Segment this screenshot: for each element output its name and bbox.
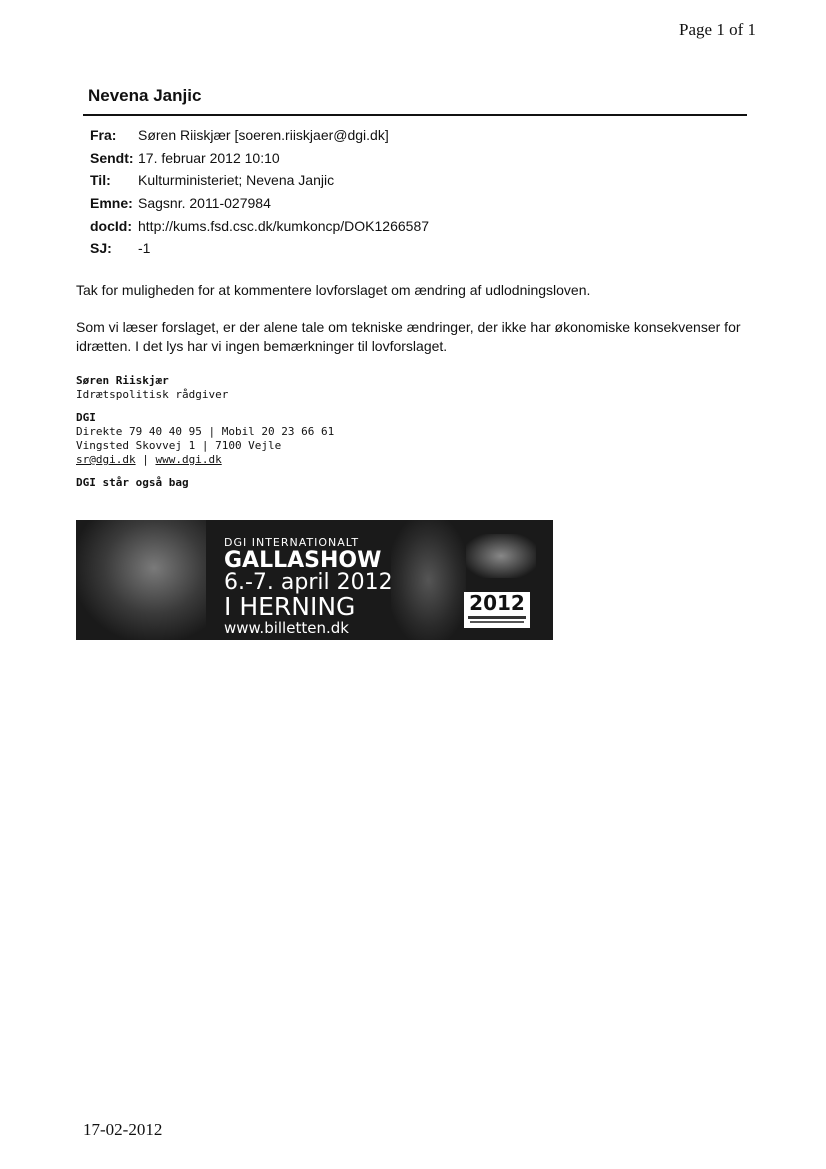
header-value-subject: Sagsnr. 2011-027984: [138, 195, 271, 212]
header-value-sj: -1: [138, 240, 151, 257]
performer-photo: [76, 520, 206, 640]
header-value-from: Søren Riiskjær [soeren.riiskjaer@dgi.dk]: [138, 127, 389, 144]
header-value-docid: http://kums.fsd.csc.dk/kumkoncp/DOK1266587: [138, 217, 430, 234]
signature-address: Vingsted Skovvej 1 | 7100 Vejle: [76, 439, 282, 452]
header-row-docid: [90, 214, 429, 237]
body-paragraph-1: Tak for muligheden for at kommentere lovforslaget om ændring af udlodningsloven.: [76, 282, 591, 298]
header-row-sj: [90, 237, 429, 260]
signature-name: Søren Riiskjær: [76, 374, 169, 387]
acrobat-photo: [466, 534, 536, 578]
header-row-sent: [90, 147, 429, 170]
header-label: docId:: [90, 217, 132, 234]
banner-line-2: GALLASHOW: [224, 548, 382, 573]
body-paragraph-2: Som vi læser forslaget, er der alene tale om tekniske ændringer, der ikke har økonomiske konsekvenser for idrætten. I det lys har vi ingen bemærkninger til lovforslaget.: [76, 319, 741, 354]
header-value-sent: 17. februar 2012 10:10: [138, 149, 280, 166]
signature-links: [76, 453, 334, 467]
gallashow-banner[interactable]: [76, 520, 553, 640]
page-number: Page 1 of 1: [679, 20, 756, 39]
banner-line-1: DGI INTERNATIONALT: [224, 536, 360, 549]
badge-year: 2012: [469, 591, 525, 615]
link-separator: |: [135, 453, 156, 466]
signature-title: Idrætspolitisk rådgiver: [76, 388, 229, 401]
signature-org: DGI: [76, 411, 96, 424]
signature-block: [76, 374, 334, 490]
header-label: Emne:: [90, 195, 133, 212]
header-rule: [83, 114, 747, 116]
header-label: Sendt:: [90, 149, 134, 166]
header-label: Til:: [90, 172, 111, 189]
signature-phones: Direkte 79 40 40 95 | Mobil 20 23 66 61: [76, 425, 335, 438]
header-value-to: Kulturministeriet; Nevena Janjic: [138, 172, 335, 189]
header-label: Fra:: [90, 127, 117, 144]
email-headers: [90, 124, 429, 260]
sender-name-heading: Nevena Janjic: [88, 86, 202, 105]
message-body: [76, 281, 756, 374]
banner-line-3: 6.-7. april 2012: [224, 570, 393, 595]
header-label: SJ:: [90, 240, 112, 257]
header-row-to: [90, 169, 429, 192]
email-link[interactable]: sr@dgi.dk: [76, 453, 136, 466]
header-row-from: [90, 124, 429, 147]
banner-url: www.billetten.dk: [224, 619, 349, 637]
year-badge: [464, 592, 530, 628]
footer-date: 17-02-2012: [83, 1120, 163, 1139]
dancer-photo: [391, 520, 466, 640]
signature-tagline: DGI står også bag: [76, 476, 189, 489]
header-row-subject: [90, 192, 429, 215]
banner-line-4: I HERNING: [224, 592, 356, 621]
website-link[interactable]: www.dgi.dk: [155, 453, 222, 466]
